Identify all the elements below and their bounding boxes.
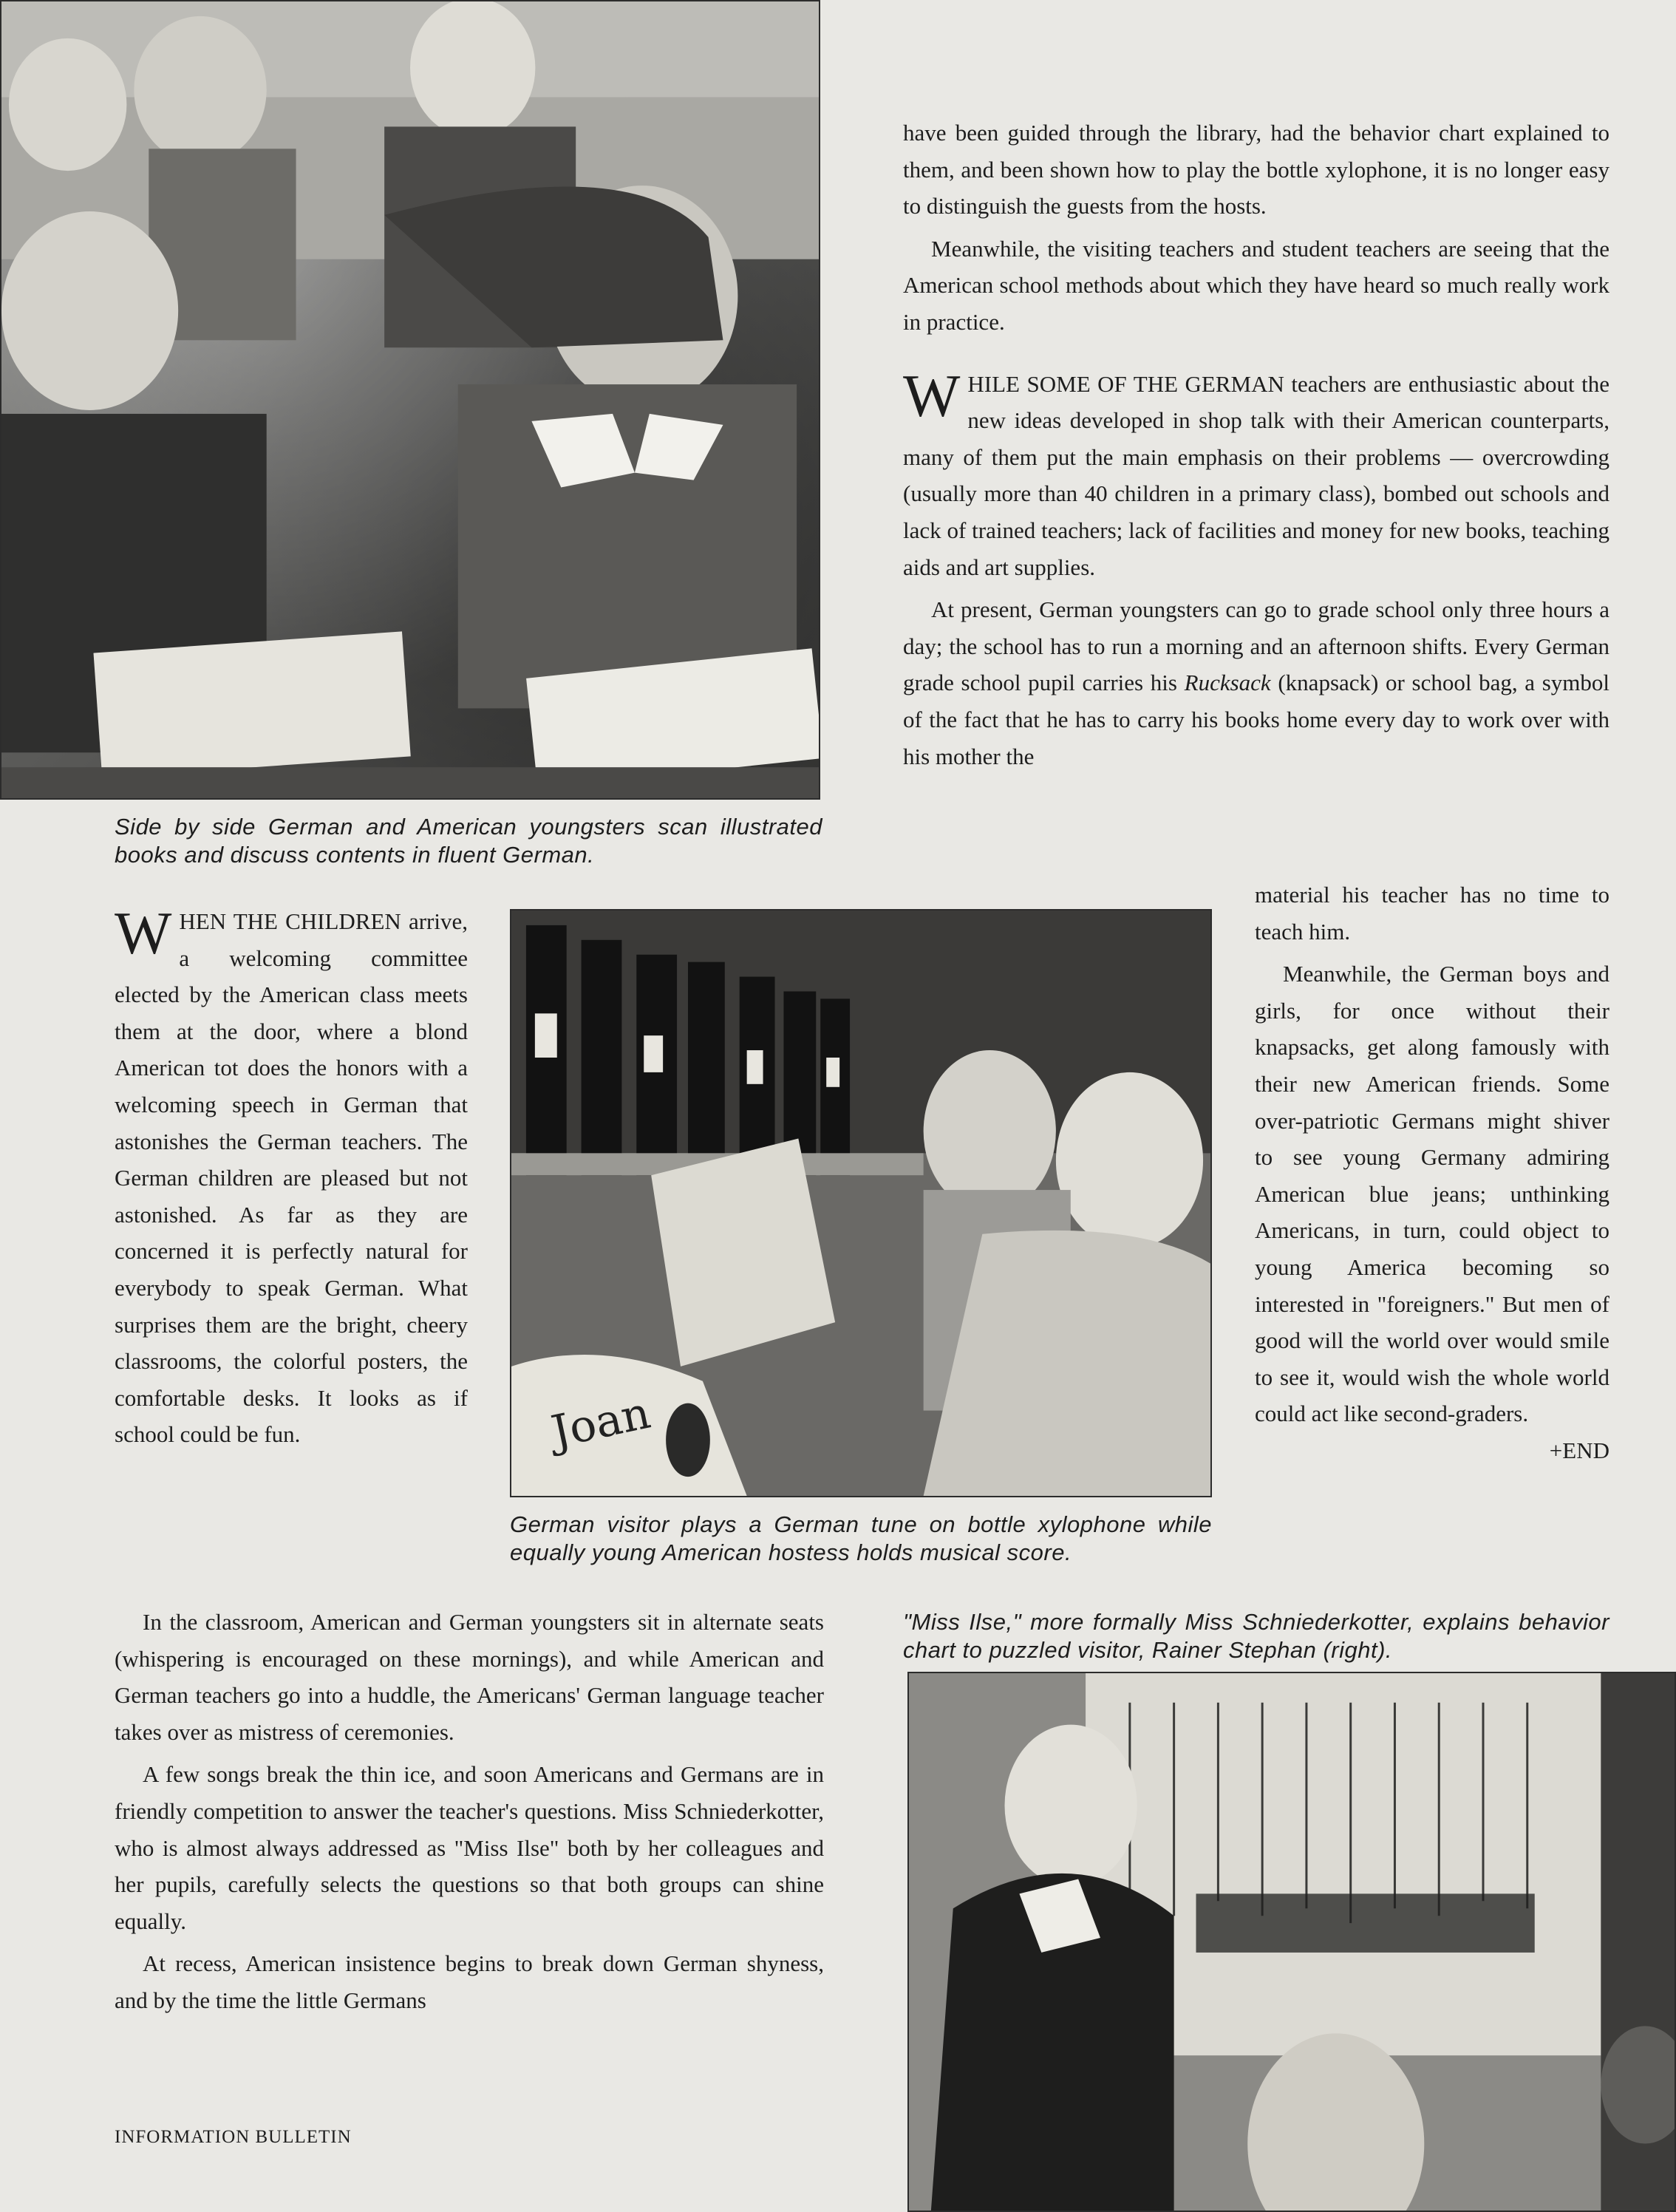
paragraph: Meanwhile, the visiting teachers and student teachers are seeing that the American school methods about which they have heard so much really work in practice.: [903, 235, 1609, 335]
caption-xylophone-photo: German visitor plays a German tune on bottle xylophone while equally young American hostess holds musical score.: [510, 1511, 1212, 1565]
paragraph-dropcap: [115, 899, 469, 1453]
photo-bottle-xylophone-scene: [511, 911, 1210, 1496]
paragraph: have been guided through the library, had the behavior chart explained to them, and been shown how to play the bottle xylophone, it is no longer easy to distinguish the guests from the hosts.: [903, 120, 1609, 220]
caption-behavior-chart-photo: "Miss Ilse," more formally Miss Schniederkotter, explains behavior chart to puzzled visitor, Rainer Stephan (right).: [903, 1609, 1609, 1663]
text-run: Meanwhile, the German boys and girls, for once without their knapsacks, get along famously with their new American friends. Some over-patriotic Germans might shiver to see young Germany admiring American blue jeans; unthinking Americans, in turn, could object to young America becoming so interested in "foreigners." But men of good will the world over would smile to see it, would wish the whole world could act like second-graders.: [1255, 961, 1609, 1427]
footer-publication: INFORMATION BULLETIN: [115, 2127, 352, 2147]
left-narrow-text: [115, 899, 469, 1453]
lead-in-caps: HEN THE CHILDREN: [179, 908, 401, 934]
end-mark: +END: [1549, 1437, 1609, 1463]
paragraph: [903, 591, 1609, 775]
drop-cap: W: [115, 899, 172, 967]
text-run: At present, German youngsters can go to grade school only three hours a day; the school has to run a morning and an afternoon shifts. Every German grade school pupil carries his: [903, 596, 1609, 696]
lead-in-caps: HILE SOME OF THE GERMAN: [967, 370, 1284, 397]
paragraph: In the classroom, American and German youngsters sit in alternate seats (whispering is encouraged on these mornings), and while American and German teachers go into a huddle, the Americans' German language teacher takes over as mistress of ceremonies.: [115, 1609, 824, 1745]
paragraph-body: arrive, a welcoming committee elected by the American class meets them at the door, where a blond American tot does the honors with a welcoming speech in German that astonishes the German teachers. The German children are pleased but not astonished. As far as they are concerned it is perfectly natural for everybody to speak German. What surprises them are the bright, cheery classrooms, the colorful posters, the comfortable desks. It looks as if school could be fun.: [115, 908, 469, 1448]
paragraph: At recess, American insistence begins to break down German shyness, and by the time the little Germans: [115, 1950, 824, 2013]
paragraph-body: teachers are enthusiastic about the new ideas developed in shop talk with their American counterparts, many of them put the main emphasis on their problems — overcrowding (usually more than 40 children in a primary class), bombed out schools and lack of trained teachers; lack of facilities and money for new books, teaching aids and art supplies.: [903, 370, 1609, 580]
photo-name-label: Joan: [547, 1387, 655, 1458]
paragraph: material his teacher has no time to teach him.: [1255, 882, 1609, 945]
left-bottom-text: [115, 1604, 824, 2025]
right-narrow-text: [1255, 877, 1609, 1469]
photo-behavior-chart: [907, 1672, 1676, 2212]
photo-children-reading-scene: [1, 1, 819, 798]
paragraph-dropcap: [903, 361, 1609, 586]
paragraph: A few songs break the thin ice, and soon Americans and Germans are in friendly competition to answer the teacher's questions. Miss Schniederkotter, who is almost always addressed as "Miss Ilse" both by her colleagues and her pupils, carefully selects the questions so that both groups can shine equally.: [115, 1761, 824, 1934]
drop-cap: W: [903, 361, 961, 429]
caption-reading-photo: Side by side German and American youngsters scan illustrated books and discuss contents in fluent German.: [115, 814, 822, 868]
paragraph: [1255, 956, 1609, 1463]
right-column-text: [903, 115, 1609, 775]
photo-behavior-chart-scene: [909, 1673, 1675, 2211]
text-run: (knapsack) or school bag, a symbol of the fact that he has to carry his books home every day to work over with his mother the: [903, 670, 1610, 769]
italic-term: Rucksack: [1184, 670, 1271, 696]
photo-children-reading: [0, 0, 820, 800]
photo-bottle-xylophone: [510, 909, 1212, 1497]
